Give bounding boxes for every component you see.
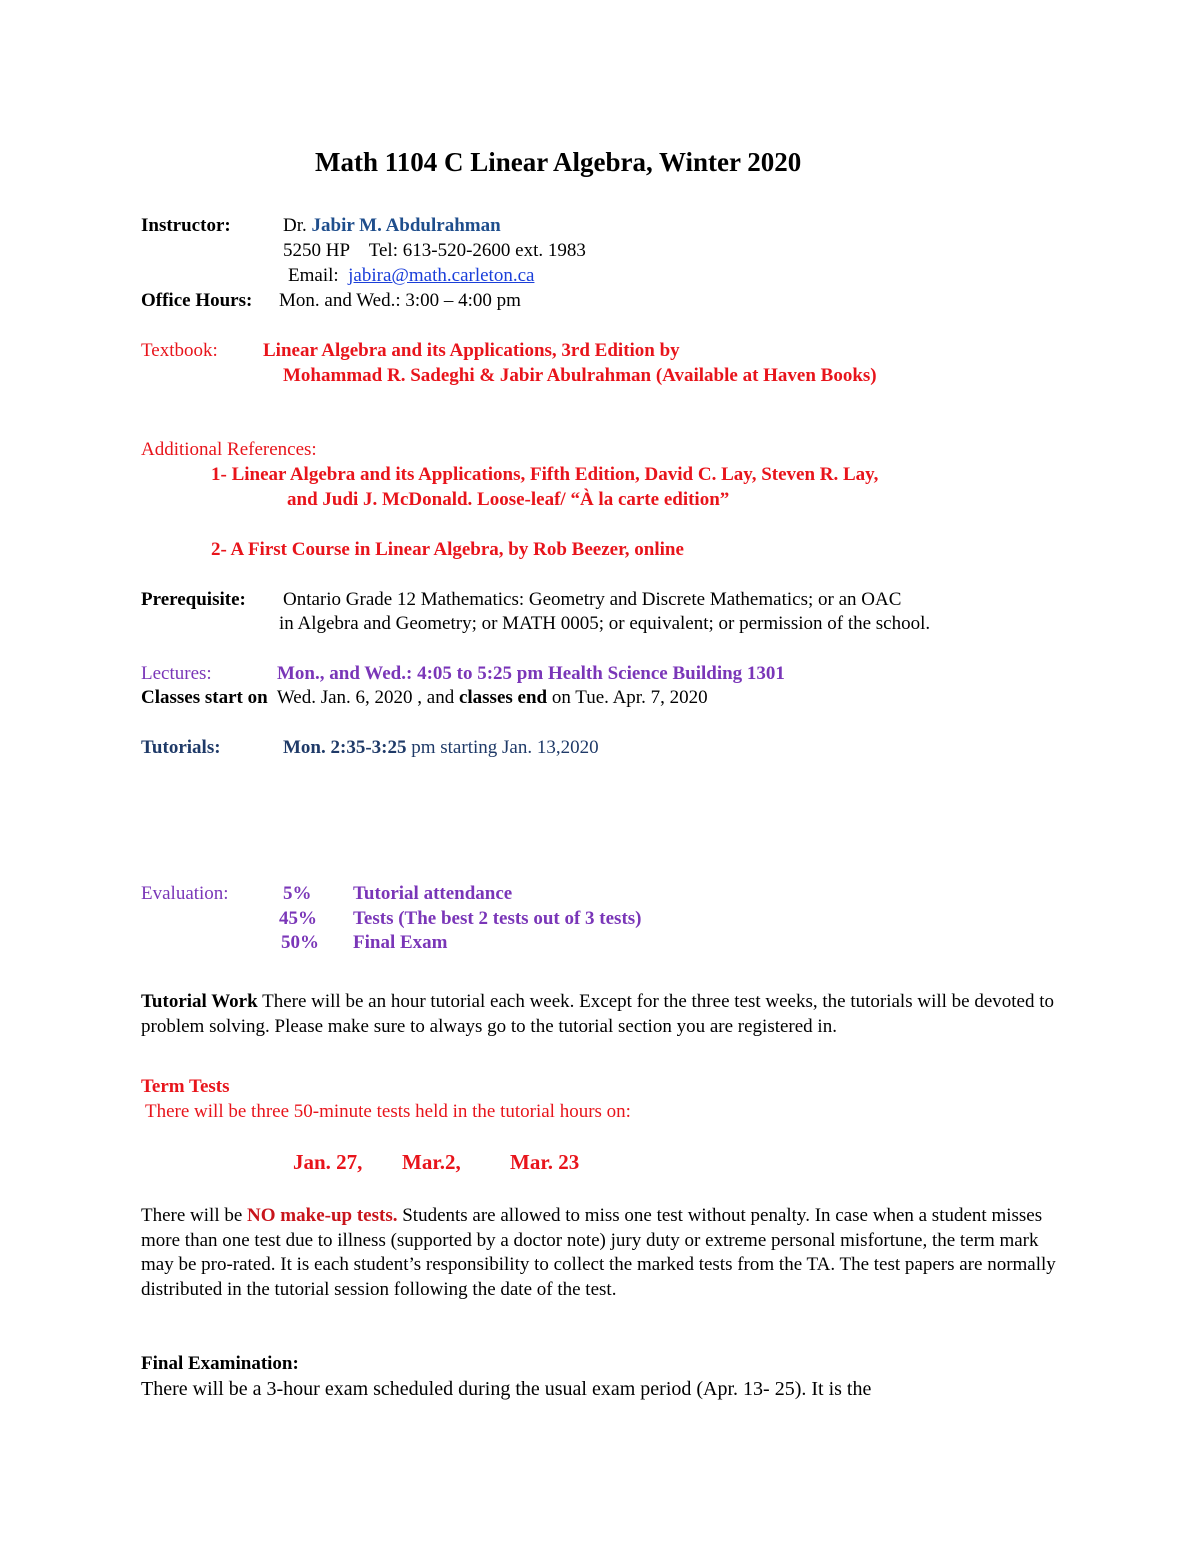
tutorial-work-paragraph xyxy=(141,990,1056,1039)
final-exam-label: Final Examination: xyxy=(141,1353,299,1374)
tutorials-time: Mon. 2:35-3:25 xyxy=(283,737,407,758)
tutorials-rest: pm starting Jan. 13,2020 xyxy=(411,737,599,758)
office-hours-value: Mon. and Wed.: 3:00 – 4:00 pm xyxy=(279,290,521,311)
office-hours-label: Office Hours: xyxy=(141,290,253,311)
evaluation-desc-1: Tutorial attendance xyxy=(353,883,513,904)
makeup-before: There will be xyxy=(141,1205,243,1226)
evaluation-pct-3: 50% xyxy=(281,932,319,953)
office-tel: Tel: 613-520-2600 ext. 1983 xyxy=(368,240,586,261)
textbook-line1: Linear Algebra and its Applications, 3rd Edition by xyxy=(263,340,680,361)
prerequisite-line2: in Algebra and Geometry; or MATH 0005; or equivalent; or permission of the school. xyxy=(279,613,931,634)
tutorial-work-label: Tutorial Work xyxy=(141,991,258,1012)
reference-1-line1: 1- Linear Algebra and its Applications, Fifth Edition, David C. Lay, Steven R. Lay, xyxy=(211,464,879,485)
lectures-value: Mon., and Wed.: 4:05 to 5:25 pm Health Science Building 1301 xyxy=(277,663,785,684)
term-tests-label: Term Tests xyxy=(141,1076,230,1097)
lectures-label: Lectures: xyxy=(141,663,212,684)
instructor-label: Instructor: xyxy=(141,215,231,236)
makeup-emphasis: NO make-up tests. xyxy=(247,1205,398,1226)
email-link[interactable]: jabira@math.carleton.ca xyxy=(348,265,535,286)
references-label: Additional References: xyxy=(141,439,317,460)
tutorials-label: Tutorials: xyxy=(141,737,221,758)
tutorial-work-text: There will be an hour tutorial each week. Except for the three test weeks, the tutorials will be devoted to problem solving. Please make sure to always go to the tutorial section you are registered in. xyxy=(141,991,1055,1037)
prerequisite-line1: Ontario Grade 12 Mathematics: Geometry and Discrete Mathematics; or an OAC xyxy=(283,589,902,610)
instructor-fullname: Jabir M. Abdulrahman xyxy=(311,215,501,236)
makeup-paragraph xyxy=(141,1204,1056,1302)
instructor-name xyxy=(283,214,501,238)
term-test-date-3: Mar. 23 xyxy=(510,1150,580,1174)
makeup-after: Students are allowed to miss one test without penalty. In case when a student misses more than one test due to illness (supported by a doctor note) jury duty or extreme personal misfortune, the term mark may be pro-rated. It is each student’s responsibility to collect the marked tests from the TA. The test papers are normally distributed in the tutorial session following the date of the test. xyxy=(141,1205,1056,1300)
email-label: Email: xyxy=(288,265,339,286)
tutorials-value xyxy=(283,736,599,760)
textbook-line2: Mohammad R. Sadeghi & Jabir Abulrahman (Available at Haven Books) xyxy=(283,365,877,386)
term-test-date-2: Mar.2, xyxy=(402,1150,461,1174)
classes-end-label: classes end xyxy=(458,687,548,708)
reference-1-line2: and Judi J. McDonald. Loose-leaf/ “À la carte edition” xyxy=(287,489,730,510)
final-exam-text: There will be a 3-hour exam scheduled during the usual exam period (Apr. 13- 25). It is the xyxy=(141,1378,872,1400)
evaluation-desc-2: Tests (The best 2 tests out of 3 tests) xyxy=(353,908,642,929)
classes-start-label: Classes start on xyxy=(141,687,268,708)
term-tests-intro: There will be three 50-minute tests held in the tutorial hours on: xyxy=(145,1101,631,1122)
evaluation-pct-2: 45% xyxy=(279,908,317,929)
instructor-office xyxy=(283,239,586,263)
prerequisite-label: Prerequisite: xyxy=(141,589,246,610)
term-test-date-1: Jan. 27, xyxy=(293,1150,363,1174)
instructor-prefix: Dr. xyxy=(283,215,307,236)
evaluation-desc-3: Final Exam xyxy=(353,932,448,953)
office-room: 5250 HP xyxy=(283,240,351,261)
page-title: Math 1104 C Linear Algebra, Winter 2020 xyxy=(315,147,802,177)
classes-end-value: on Tue. Apr. 7, 2020 xyxy=(551,687,708,708)
instructor-email-line xyxy=(288,264,534,288)
evaluation-label: Evaluation: xyxy=(141,883,229,904)
classes-line xyxy=(141,686,708,710)
classes-start-value: Wed. Jan. 6, 2020 , and xyxy=(276,687,455,708)
textbook-label: Textbook: xyxy=(141,340,218,361)
reference-2: 2- A First Course in Linear Algebra, by Rob Beezer, online xyxy=(211,539,684,560)
evaluation-pct-1: 5% xyxy=(283,883,312,904)
